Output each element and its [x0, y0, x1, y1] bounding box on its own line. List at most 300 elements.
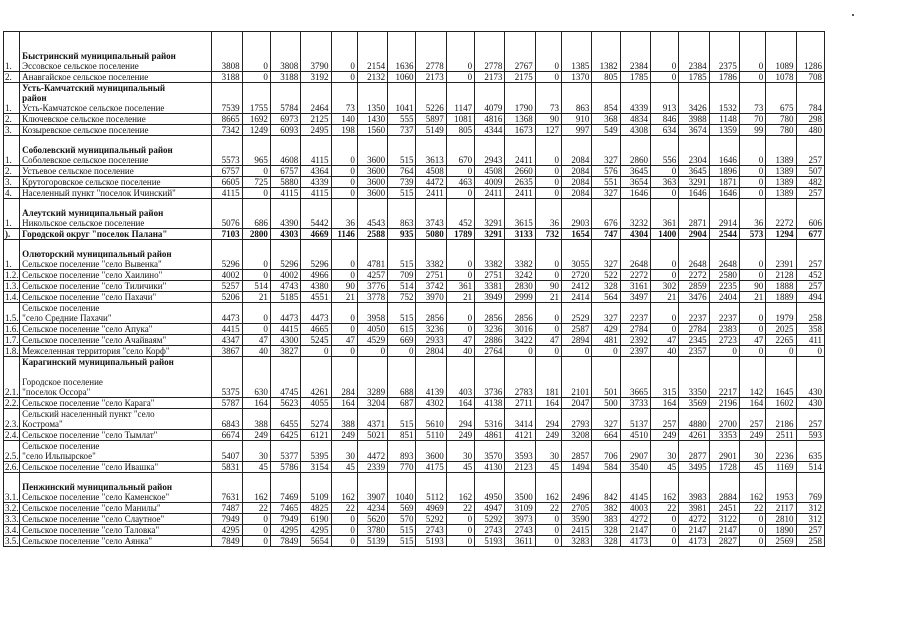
- value-cell: 0: [739, 188, 765, 199]
- value-cell: 3161: [620, 281, 650, 292]
- value-cell: 21: [242, 292, 270, 303]
- value-cell: 463: [446, 177, 474, 188]
- value-cell: 2743: [505, 525, 535, 536]
- value-cell: 0: [535, 525, 561, 536]
- value-cell: 2914: [709, 199, 739, 229]
- value-cell: 3600: [357, 177, 387, 188]
- value-cell: 3500: [505, 473, 535, 503]
- value-cell: 363: [650, 177, 678, 188]
- value-cell: 5076: [212, 199, 242, 229]
- value-cell: 2810: [766, 514, 796, 525]
- value-cell: 7103: [212, 229, 242, 240]
- value-cell: 3476: [679, 292, 709, 303]
- value-cell: 494: [796, 292, 824, 303]
- value-cell: 708: [796, 72, 824, 83]
- value-cell: 5274: [301, 409, 331, 430]
- value-cell: 4139: [416, 357, 446, 398]
- value-cell: 6757: [270, 166, 300, 177]
- value-cell: 3780: [357, 525, 387, 536]
- settlement-name: [20, 357, 212, 398]
- value-cell: 22: [650, 503, 678, 514]
- settlement-name: [20, 270, 212, 281]
- settlement-label: Сельское поселение "село Аянка": [22, 536, 153, 546]
- value-cell: 45: [331, 462, 357, 473]
- value-cell: 3973: [505, 514, 535, 525]
- value-cell: 515: [388, 536, 416, 547]
- value-cell: 411: [796, 335, 824, 346]
- value-cell: 5110: [416, 430, 446, 441]
- district-heading: Алеутский муниципальный район: [22, 208, 164, 218]
- value-cell: 257: [796, 240, 824, 270]
- value-cell: 4295: [301, 525, 331, 536]
- value-cell: 3593: [505, 441, 535, 462]
- value-cell: 3188: [270, 72, 300, 83]
- value-cell: 2856: [475, 303, 505, 324]
- value-cell: 0: [446, 240, 474, 270]
- table-row: [4, 72, 825, 83]
- value-cell: 1382: [592, 32, 620, 72]
- value-cell: 249: [650, 430, 678, 441]
- table-row: [4, 292, 825, 303]
- value-cell: 1785: [620, 72, 650, 83]
- value-cell: 2904: [679, 229, 709, 240]
- value-cell: 6605: [212, 177, 242, 188]
- value-cell: 140: [331, 114, 357, 125]
- row-number: 4.: [4, 188, 20, 199]
- value-cell: 1389: [766, 166, 796, 177]
- value-cell: 5292: [416, 514, 446, 525]
- value-cell: 302: [650, 281, 678, 292]
- value-cell: 5897: [416, 114, 446, 125]
- value-cell: 5139: [357, 536, 387, 547]
- settlement-name: [20, 525, 212, 536]
- table-row: [4, 136, 825, 166]
- value-cell: 1532: [709, 83, 739, 114]
- value-cell: 30: [331, 441, 357, 462]
- value-cell: 893: [388, 441, 416, 462]
- row-number: 3.4.: [5, 525, 19, 535]
- value-cell: 0: [650, 166, 678, 177]
- value-cell: 7849: [212, 536, 242, 547]
- value-cell: 2784: [620, 324, 650, 335]
- value-cell: 4234: [357, 503, 387, 514]
- value-cell: 0: [739, 136, 765, 166]
- value-cell: 2705: [562, 503, 592, 514]
- value-cell: 2084: [562, 177, 592, 188]
- value-cell: 383: [592, 514, 620, 525]
- value-cell: 368: [592, 114, 620, 125]
- value-cell: 2793: [562, 409, 592, 430]
- settlement-name: [20, 199, 212, 229]
- district-heading: Быстринский муниципальный район: [22, 51, 176, 61]
- value-cell: 0: [242, 324, 270, 335]
- row-number: 1.6.: [5, 324, 19, 334]
- value-cell: 2778: [416, 32, 446, 72]
- value-cell: 4302: [416, 398, 446, 409]
- value-cell: 5109: [301, 473, 331, 503]
- value-cell: 706: [592, 441, 620, 462]
- value-cell: 6973: [270, 114, 300, 125]
- settlement-label: "поселок Оссора": [22, 387, 91, 397]
- value-cell: 162: [446, 473, 474, 503]
- value-cell: 2147: [709, 525, 739, 536]
- table-row: [4, 346, 825, 357]
- value-cell: 0: [242, 166, 270, 177]
- value-cell: 0: [446, 525, 474, 536]
- value-cell: 515: [388, 136, 416, 166]
- value-cell: 780: [766, 114, 796, 125]
- value-cell: 2339: [357, 462, 387, 473]
- value-cell: 522: [592, 270, 620, 281]
- value-cell: 4115: [212, 188, 242, 199]
- value-cell: 4009: [475, 177, 505, 188]
- value-cell: 2711: [505, 398, 535, 409]
- value-cell: 4529: [357, 335, 387, 346]
- value-cell: 1368: [505, 114, 535, 125]
- table-row: [4, 462, 825, 473]
- value-cell: 3109: [505, 503, 535, 514]
- value-cell: 4003: [620, 503, 650, 514]
- value-cell: 0: [446, 32, 474, 72]
- value-cell: 687: [388, 398, 416, 409]
- value-cell: 2084: [562, 136, 592, 166]
- value-cell: 2648: [620, 240, 650, 270]
- value-cell: 21: [446, 292, 474, 303]
- value-cell: 3600: [416, 441, 446, 462]
- value-cell: 30: [739, 441, 765, 462]
- value-cell: 2784: [679, 324, 709, 335]
- value-cell: 4861: [475, 430, 505, 441]
- settlement-name: [20, 409, 212, 430]
- value-cell: 5296: [212, 240, 242, 270]
- value-cell: 4473: [212, 303, 242, 324]
- value-cell: 2147: [679, 525, 709, 536]
- value-cell: 0: [331, 346, 357, 357]
- value-cell: 606: [796, 199, 824, 229]
- value-cell: 4415: [212, 324, 242, 335]
- settlement-label: Сельское поселение "село Каменское": [22, 492, 170, 502]
- row-number: 1.: [4, 199, 20, 229]
- value-cell: 30: [650, 441, 678, 462]
- value-cell: 863: [562, 83, 592, 114]
- value-cell: 2411: [475, 188, 505, 199]
- value-cell: 0: [242, 536, 270, 547]
- value-cell: 5193: [475, 536, 505, 547]
- value-cell: 630: [242, 357, 270, 398]
- value-cell: 3422: [505, 335, 535, 346]
- value-cell: 403: [446, 357, 474, 398]
- value-cell: 0: [505, 346, 535, 357]
- value-cell: 4304: [620, 229, 650, 240]
- value-cell: 3983: [679, 473, 709, 503]
- table-row: [4, 503, 825, 514]
- value-cell: 5137: [620, 409, 650, 430]
- value-cell: 0: [331, 72, 357, 83]
- table-row: [4, 83, 825, 114]
- value-cell: 0: [331, 136, 357, 166]
- value-cell: 4339: [620, 83, 650, 114]
- value-cell: 249: [242, 430, 270, 441]
- value-cell: 0: [242, 514, 270, 525]
- value-cell: 3907: [357, 473, 387, 503]
- value-cell: 4816: [475, 114, 505, 125]
- value-cell: 2173: [416, 72, 446, 83]
- value-cell: 555: [388, 114, 416, 125]
- value-cell: 1494: [562, 462, 592, 473]
- value-cell: 1350: [357, 83, 387, 114]
- value-cell: 2778: [475, 32, 505, 72]
- value-cell: 1089: [766, 32, 796, 72]
- row-number: 1.3.: [5, 281, 19, 291]
- value-cell: 5610: [416, 409, 446, 430]
- table-row: [4, 32, 825, 72]
- value-cell: 3733: [620, 398, 650, 409]
- row-number: 2.: [4, 114, 20, 125]
- value-cell: 2800: [242, 229, 270, 240]
- value-cell: 1041: [388, 83, 416, 114]
- value-cell: 3283: [562, 536, 592, 547]
- value-cell: 164: [535, 398, 561, 409]
- value-cell: 4743: [270, 281, 300, 292]
- value-cell: 2933: [416, 335, 446, 346]
- value-cell: 3382: [475, 240, 505, 270]
- value-cell: 3382: [416, 240, 446, 270]
- value-cell: 2827: [709, 536, 739, 547]
- value-cell: 3192: [301, 72, 331, 83]
- value-cell: 1979: [766, 303, 796, 324]
- value-cell: 2859: [679, 281, 709, 292]
- value-cell: 127: [535, 125, 561, 136]
- value-cell: 501: [592, 357, 620, 398]
- value-cell: 0: [650, 72, 678, 83]
- settlement-label: Сельское поселение: [22, 303, 100, 313]
- value-cell: 854: [592, 83, 620, 114]
- value-cell: 2767: [505, 32, 535, 72]
- value-cell: 725: [242, 177, 270, 188]
- value-cell: 664: [592, 430, 620, 441]
- value-cell: 2154: [357, 32, 387, 72]
- value-cell: 47: [739, 335, 765, 346]
- value-cell: 1040: [388, 473, 416, 503]
- value-cell: 3122: [709, 514, 739, 525]
- value-cell: 6425: [270, 430, 300, 441]
- value-cell: 752: [388, 292, 416, 303]
- value-cell: 4947: [475, 503, 505, 514]
- value-cell: 3958: [357, 303, 387, 324]
- value-cell: 573: [739, 229, 765, 240]
- value-cell: 5080: [416, 229, 446, 240]
- value-cell: 6121: [301, 430, 331, 441]
- value-cell: 514: [388, 281, 416, 292]
- value-cell: 47: [242, 335, 270, 346]
- value-cell: 0: [331, 188, 357, 199]
- value-cell: 0: [331, 525, 357, 536]
- value-cell: 2648: [709, 240, 739, 270]
- value-cell: 5375: [212, 357, 242, 398]
- table-row: [4, 536, 825, 547]
- value-cell: 36: [739, 199, 765, 229]
- table-row: [4, 303, 825, 324]
- value-cell: 481: [592, 335, 620, 346]
- value-cell: 5185: [270, 292, 300, 303]
- row-number: 1.2.: [5, 270, 19, 280]
- value-cell: 0: [535, 136, 561, 166]
- value-cell: 0: [242, 240, 270, 270]
- value-cell: 0: [331, 270, 357, 281]
- value-cell: 3188: [212, 72, 242, 83]
- value-cell: 732: [535, 229, 561, 240]
- value-cell: 2451: [709, 503, 739, 514]
- value-cell: 3867: [212, 346, 242, 357]
- value-cell: 3291: [679, 177, 709, 188]
- value-cell: 40: [446, 346, 474, 357]
- value-cell: 3232: [620, 199, 650, 229]
- value-cell: 5257: [212, 281, 242, 292]
- value-cell: 3497: [620, 292, 650, 303]
- value-cell: 0: [242, 525, 270, 536]
- district-heading: Соболевский муниципальный район: [22, 145, 173, 155]
- value-cell: 3353: [709, 430, 739, 441]
- value-cell: 2999: [505, 292, 535, 303]
- value-cell: 2265: [766, 335, 796, 346]
- value-cell: 2196: [709, 398, 739, 409]
- value-cell: 2877: [679, 441, 709, 462]
- value-cell: 4745: [270, 357, 300, 398]
- value-cell: 2391: [766, 240, 796, 270]
- value-cell: 2496: [562, 473, 592, 503]
- value-cell: 5620: [357, 514, 387, 525]
- value-cell: 0: [331, 303, 357, 324]
- value-cell: 40: [242, 346, 270, 357]
- value-cell: 8665: [212, 114, 242, 125]
- value-cell: 7487: [212, 503, 242, 514]
- value-cell: 4257: [357, 270, 387, 281]
- value-cell: 780: [766, 125, 796, 136]
- value-cell: 4121: [505, 430, 535, 441]
- table-row: [4, 324, 825, 335]
- value-cell: 5292: [475, 514, 505, 525]
- value-cell: 452: [446, 199, 474, 229]
- value-cell: 482: [796, 177, 824, 188]
- value-cell: 1785: [679, 72, 709, 83]
- value-cell: 2084: [562, 166, 592, 177]
- value-cell: 181: [535, 357, 561, 398]
- district-heading: район: [22, 93, 47, 103]
- value-cell: 2751: [475, 270, 505, 281]
- settlement-name: [20, 136, 212, 166]
- settlement-label: Сельское поселение "село Тиличики": [22, 281, 167, 291]
- table-row: [4, 188, 825, 199]
- value-cell: 515: [388, 409, 416, 430]
- value-cell: 30: [242, 441, 270, 462]
- value-cell: 551: [592, 177, 620, 188]
- value-cell: 1294: [766, 229, 796, 240]
- value-cell: 164: [650, 398, 678, 409]
- value-cell: 4969: [416, 503, 446, 514]
- value-cell: 3611: [505, 536, 535, 547]
- value-cell: 258: [796, 536, 824, 547]
- value-cell: 5149: [416, 125, 446, 136]
- value-cell: 73: [535, 83, 561, 114]
- value-cell: 0: [739, 525, 765, 536]
- value-cell: 3970: [416, 292, 446, 303]
- row-number: 2.5.: [4, 441, 20, 462]
- value-cell: 4145: [620, 473, 650, 503]
- value-cell: 327: [592, 303, 620, 324]
- value-cell: 3426: [679, 83, 709, 114]
- value-cell: 739: [388, 177, 416, 188]
- value-cell: 4115: [301, 136, 331, 166]
- value-cell: 5784: [270, 83, 300, 114]
- value-cell: 7631: [212, 473, 242, 503]
- value-cell: 0: [535, 536, 561, 547]
- value-cell: 634: [650, 125, 678, 136]
- value-cell: 0: [535, 514, 561, 525]
- value-cell: 0: [592, 346, 620, 357]
- value-cell: 6843: [212, 409, 242, 430]
- value-cell: 515: [388, 188, 416, 199]
- value-cell: 257: [796, 136, 824, 166]
- value-cell: 3540: [620, 462, 650, 473]
- value-cell: 4050: [357, 324, 387, 335]
- value-cell: 2411: [416, 188, 446, 199]
- settlement-label: "село Средние Пахачи": [22, 313, 112, 323]
- value-cell: 1286: [796, 32, 824, 72]
- value-cell: 4303: [270, 229, 300, 240]
- value-cell: 2123: [505, 462, 535, 473]
- value-cell: 5296: [270, 240, 300, 270]
- value-cell: 0: [535, 324, 561, 335]
- row-number: 2.2.: [5, 398, 19, 408]
- settlement-name: [20, 188, 212, 199]
- value-cell: 1389: [766, 188, 796, 199]
- value-cell: 327: [592, 240, 620, 270]
- value-cell: 21: [331, 292, 357, 303]
- value-cell: 515: [388, 303, 416, 324]
- value-cell: 5245: [301, 335, 331, 346]
- value-cell: 784: [796, 83, 824, 114]
- value-cell: 4669: [301, 229, 331, 240]
- settlement-label: Соболевское сельское поселение: [22, 155, 149, 165]
- value-cell: 1430: [357, 114, 387, 125]
- value-cell: 0: [739, 536, 765, 547]
- value-cell: 4002: [212, 270, 242, 281]
- value-cell: 1890: [766, 525, 796, 536]
- value-cell: 22: [739, 503, 765, 514]
- value-cell: 249: [331, 430, 357, 441]
- table-row: [4, 473, 825, 503]
- settlement-label: Никольское сельское поселение: [22, 218, 145, 228]
- value-cell: 507: [796, 166, 824, 177]
- table-row: [4, 270, 825, 281]
- value-cell: 0: [535, 303, 561, 324]
- table-row: [4, 335, 825, 346]
- settlement-name: [20, 398, 212, 409]
- value-cell: 3495: [679, 462, 709, 473]
- settlement-name: [20, 536, 212, 547]
- value-cell: 2700: [709, 409, 739, 430]
- value-cell: 4608: [270, 136, 300, 166]
- settlement-name: [20, 346, 212, 357]
- value-cell: 2804: [416, 346, 446, 357]
- value-cell: 0: [446, 166, 474, 177]
- value-cell: 21: [650, 292, 678, 303]
- table-row: [4, 357, 825, 398]
- value-cell: 2415: [562, 525, 592, 536]
- value-cell: 3382: [505, 240, 535, 270]
- value-cell: 0: [739, 324, 765, 335]
- value-cell: 3674: [679, 125, 709, 136]
